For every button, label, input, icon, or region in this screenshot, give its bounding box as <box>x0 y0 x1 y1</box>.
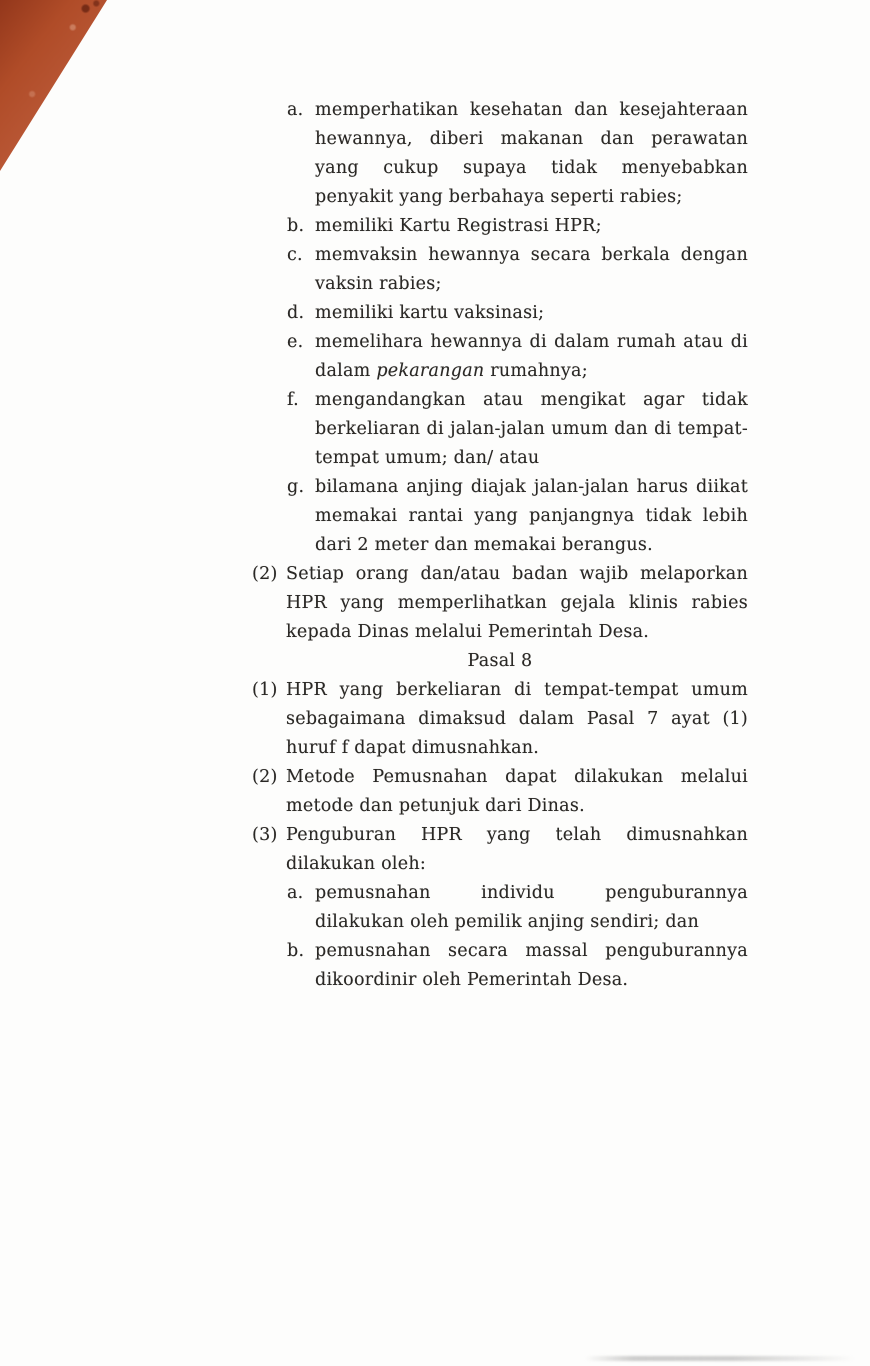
list-marker: b. <box>287 216 305 236</box>
ayat-text: Penguburan HPR yang telah dimusnahkan dilakukan oleh: <box>286 825 748 874</box>
subitem-b <box>252 937 748 995</box>
text-segment: memelihara hewannya di dalam rumah atau di dalam <box>315 332 748 381</box>
letter-item-d <box>252 299 748 328</box>
letter-item-e <box>252 328 748 386</box>
letter-item-c <box>252 241 748 299</box>
letter-item-text: bilamana anjing diajak jalan-jalan harus diikat memakai rantai yang panjangnya tidak lebih dari 2 meter dan memakai berangus. <box>315 477 748 555</box>
list-marker: c. <box>287 245 303 265</box>
ayat-marker: (1) <box>252 680 278 700</box>
ayat-item-pasal7-2 <box>252 560 748 647</box>
ayat-marker: (3) <box>252 825 278 845</box>
ayat-marker: (2) <box>252 767 278 787</box>
list-marker: a. <box>287 100 304 120</box>
ayat-item-pasal8-2 <box>252 763 748 821</box>
ayat-marker: (2) <box>252 564 278 584</box>
text-segment: rumahnya; <box>484 361 588 381</box>
ayat-text: HPR yang berkeliaran di tempat-tempat umum sebagaimana dimaksud dalam Pasal 7 ayat (1) huruf f dapat dimusnahkan. <box>286 680 748 758</box>
subitem-a <box>252 879 748 937</box>
letter-item-b <box>252 212 748 241</box>
ayat-text: Setiap orang dan/atau badan wajib melaporkan HPR yang memperlihatkan gejala klinis rabies kepada Dinas melalui Pemerintah Desa. <box>286 564 748 642</box>
letter-item-text: mengandangkan atau mengikat agar tidak berkeliaran di jalan-jalan umum dan di tempat-tempat umum; dan/ atau <box>315 390 748 468</box>
list-marker: a. <box>287 883 304 903</box>
list-marker: d. <box>287 303 305 323</box>
list-marker: g. <box>287 477 305 497</box>
letter-item-text: memperhatikan kesehatan dan kesejahteraan hewannya, diberi makanan dan perawatan yang cukup supaya tidak menyebabkan penyakit yang berbahaya seperti rabies; <box>315 100 748 207</box>
ayat-item-pasal8-3 <box>252 821 748 879</box>
italic-word: pekarangan <box>376 361 485 381</box>
ayat-text: Metode Pemusnahan dapat dilakukan melalui metode dan petunjuk dari Dinas. <box>286 767 748 816</box>
letter-item-f <box>252 386 748 473</box>
list-marker: b. <box>287 941 305 961</box>
letter-item-text: memiliki Kartu Registrasi HPR; <box>315 216 602 236</box>
document-text-block <box>252 96 748 995</box>
list-marker: f. <box>287 390 299 410</box>
pasal-8-heading: Pasal 8 <box>467 651 533 671</box>
letter-item-text: memiliki kartu vaksinasi; <box>315 303 545 323</box>
subitem-text: pemusnahan secara massal penguburannya dikoordinir oleh Pemerintah Desa. <box>315 941 748 990</box>
list-marker: e. <box>287 332 304 352</box>
letter-item-g <box>252 473 748 560</box>
letter-item-a <box>252 96 748 212</box>
book-cover-corner-artifact <box>0 0 107 171</box>
ayat-item-pasal8-1 <box>252 676 748 763</box>
subitem-text: pemusnahan individu penguburannya dilakukan oleh pemilik anjing sendiri; dan <box>315 883 748 932</box>
letter-item-text: memvaksin hewannya secara berkala dengan vaksin rabies; <box>315 245 748 294</box>
letter-item-text <box>315 328 748 386</box>
scan-smudge-artifact <box>585 1356 855 1361</box>
